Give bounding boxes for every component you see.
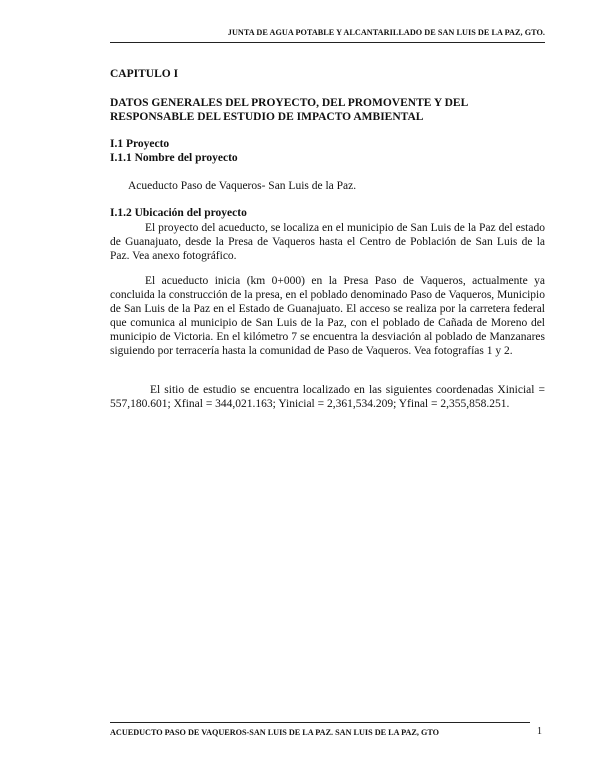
section-heading-proyecto: I.1 Proyecto [110,138,170,150]
footer-divider [110,722,530,723]
chapter-subtitle: DATOS GENERALES DEL PROYECTO, DEL PROMOVENTE Y DEL RESPONSABLE DEL ESTUDIO DE IMPACTO AMBIENTAL [110,97,468,123]
page-header: JUNTA DE AGUA POTABLE Y ALCANTARILLADO DE SAN LUIS DE LA PAZ, GTO. [227,28,545,37]
section-heading-nombre: I.1.1 Nombre del proyecto [110,152,238,164]
chapter-title: CAPITULO I [110,68,179,80]
header-divider [110,42,545,43]
paragraph-route: El acueducto inicia (km 0+000) en la Presa Paso de Vaqueros, actualmente ya concluida la construcción de la presa, en el poblado denominado Paso de Vaqueros, Municipio de San Luis de la Paz en el Estado de Guanajuato. El acceso se realiza por la carretera federal que comunica al municipio de San Luis de la Paz, con el poblado de Cañada de Moreno del municipio de Victoria. En el kilómetro 7 se encuentra la desviación al poblado de Manzanares siguiendo por terracería hasta la comunidad de Paso de Vaqueros. Vea fotografías 1 y 2. [110,275,545,357]
section-heading-ubicacion: I.1.2 Ubicación del proyecto [110,207,247,219]
paragraph-coordinates: El sitio de estudio se encuentra localizado en las siguientes coordenadas Xinicial = 557,180.601; Xfinal = 344,021.163; Yinicial = 2,361,534.209; Yfinal = 2,355,858.251. [110,384,545,410]
paragraph-location: El proyecto del acueducto, se localiza en el municipio de San Luis de la Paz del estado de Guanajuato, desde la Presa de Vaqueros hasta el Centro de Población de San Luis de la Paz. Vea anexo fotográfico. [110,222,545,262]
project-name: Acueducto Paso de Vaqueros- San Luis de la Paz. [128,180,357,192]
page-number: 1 [537,726,542,737]
page-footer: ACUEDUCTO PASO DE VAQUEROS-SAN LUIS DE LA PAZ. SAN LUIS DE LA PAZ, GTO [110,728,440,737]
